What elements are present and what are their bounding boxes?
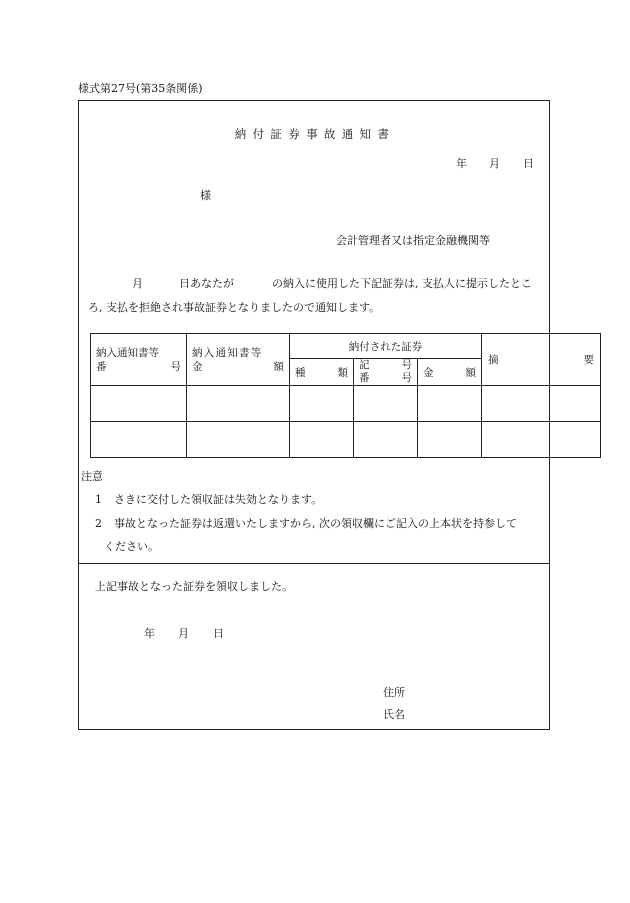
header-notice-number-ban: 番 <box>96 360 107 373</box>
notice-line-2: ろ, 支払を拒絶され事故証券となりましたので通知します。 <box>88 301 381 314</box>
table-row <box>91 422 601 458</box>
header-notice-amount-kin: 金 <box>192 360 203 373</box>
table-cell[interactable] <box>354 422 418 458</box>
note-2-continuation: ください。 <box>104 540 159 553</box>
header-remarks <box>482 334 601 386</box>
table-cell[interactable] <box>91 422 187 458</box>
header-symbol-number <box>354 359 418 386</box>
receipt-year-label: 年 <box>144 627 155 640</box>
header-notice-number <box>91 334 187 386</box>
table-cell[interactable] <box>187 386 290 422</box>
header-paid-securities: 納付された証券 <box>290 334 482 359</box>
table-cell[interactable] <box>187 422 290 458</box>
address-label: 住所 <box>383 686 405 699</box>
header-remarks-you: 要 <box>583 354 594 366</box>
note-2-text: 事故となった証券は返還いたしますから, 次の領収欄にご記入の上本状を持参して <box>114 517 517 530</box>
body-text-1: の納入に使用した下記証券は, 支払人に提示したとこ <box>272 277 532 290</box>
header-number-ban: 番 <box>359 372 370 384</box>
issuer-name: 会計管理者又は指定金融機関等 <box>336 234 490 247</box>
date-day-label: 日 <box>523 157 534 170</box>
header-number-go: 号 <box>401 372 412 384</box>
header-symbol-go: 号 <box>401 359 412 371</box>
note-2-number: 2 <box>95 517 102 530</box>
header-remarks-teki: 摘 <box>488 354 499 366</box>
notice-body <box>88 272 532 320</box>
header-notice-amount-gaku: 額 <box>273 360 284 373</box>
form-number-label: 様式第27号(第35条関係) <box>78 82 203 95</box>
header-notice-amount-line1: 納入通知書等 <box>192 346 263 359</box>
notice-line-1 <box>88 272 532 296</box>
table-cell[interactable] <box>354 386 418 422</box>
header-amount-gaku: 額 <box>465 366 476 379</box>
notes-heading: 注意 <box>81 470 103 483</box>
receipt-day-label: 日 <box>213 627 224 640</box>
note-1-number: 1 <box>95 493 102 506</box>
table-cell[interactable] <box>418 422 482 458</box>
securities-table <box>90 333 601 458</box>
table-cell[interactable] <box>290 422 354 458</box>
header-type-shu: 種 <box>295 366 306 379</box>
addressee-suffix: 様 <box>200 189 211 202</box>
date-year-label: 年 <box>456 157 467 170</box>
document-title: 納付証券事故通知書 <box>234 127 396 141</box>
header-amount-kin: 金 <box>423 366 434 379</box>
name-label: 氏名 <box>383 708 405 721</box>
table-cell[interactable] <box>418 386 482 422</box>
receipt-month-label: 月 <box>178 627 189 640</box>
header-amount <box>418 359 482 386</box>
table-cell[interactable] <box>482 386 601 422</box>
header-notice-amount <box>187 334 290 386</box>
receipt-statement: 上記事故となった証券を領収しました。 <box>95 580 293 593</box>
table-cell[interactable] <box>290 386 354 422</box>
note-1 <box>95 491 322 507</box>
table-cell[interactable] <box>91 386 187 422</box>
body-month: 月 <box>132 277 143 290</box>
note-1-text: さきに交付した領収証は失効となります。 <box>114 493 323 506</box>
receipt-divider <box>78 563 550 564</box>
header-notice-number-go: 号 <box>170 360 181 373</box>
body-day-you: 日あなたが <box>179 277 234 290</box>
table-cell[interactable] <box>482 422 601 458</box>
note-2 <box>95 515 517 531</box>
table-row <box>91 386 601 422</box>
header-symbol-ki: 記 <box>359 359 370 371</box>
header-type <box>290 359 354 386</box>
header-notice-number-line1: 納入通知書等 <box>96 346 159 359</box>
header-type-rui: 類 <box>337 366 348 379</box>
date-month-label: 月 <box>489 157 500 170</box>
